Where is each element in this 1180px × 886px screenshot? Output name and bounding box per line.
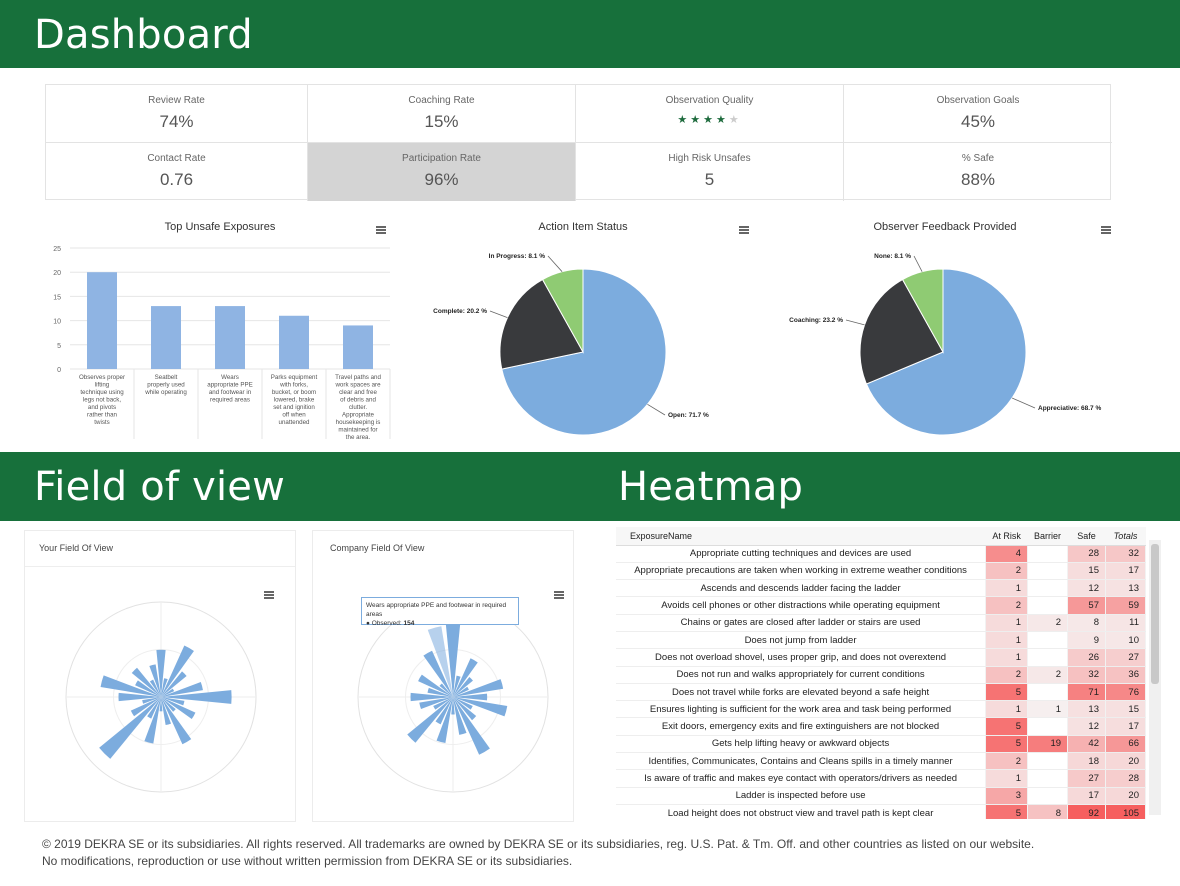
heatmap-cell-total: 15 (1105, 701, 1145, 718)
tooltip-label: ● Observed: (366, 620, 402, 627)
bar (151, 306, 181, 369)
heatmap-cell-barrier (1028, 770, 1068, 787)
dashboard-banner (0, 0, 1180, 68)
tooltip-value: 154 (403, 620, 415, 627)
kpi-value: 0.76 (159, 170, 194, 189)
heatmap-row[interactable] (616, 718, 1146, 735)
kpi-contact-rate[interactable] (46, 143, 308, 201)
pie-label-connector (846, 320, 865, 325)
heatmap-cell-safe: 12 (1068, 718, 1106, 735)
kpi-label: Participation Rate (402, 153, 481, 164)
heatmap-cell-at-risk: 1 (986, 580, 1028, 597)
bar (87, 272, 117, 369)
heatmap-cell-safe: 8 (1068, 614, 1106, 631)
heatmap-row[interactable] (616, 735, 1146, 752)
kpi-label: High Risk Unsafes (668, 153, 751, 164)
heatmap-cell-at-risk: 2 (986, 597, 1028, 614)
heatmap-cell-name: Does not run and walks appropriately for current conditions (616, 666, 986, 683)
divider (25, 566, 295, 567)
star-filled-icon: ★ (690, 114, 704, 126)
heatmap-header-row (616, 527, 1146, 545)
your-fov-title: Your Field Of View (39, 543, 114, 553)
heatmap-row[interactable] (616, 562, 1146, 579)
heatmap-row[interactable] (616, 649, 1146, 666)
heatmap-cell-barrier (1028, 545, 1068, 562)
heatmap-row[interactable] (616, 753, 1146, 770)
kpi-label: Observation Quality (665, 95, 754, 106)
pie-data-label: Appreciative: 68.7 % (1038, 405, 1102, 412)
heatmap-cell-total: 105 (1105, 804, 1145, 819)
heatmap-cell-name: Identifies, Communicates, Contains and Cleans spills in a timely manner (616, 753, 986, 770)
heatmap-table-container (616, 527, 1146, 819)
x-tick-label: Seatbelt properly used while operating (145, 374, 187, 396)
col-at-risk[interactable]: At Risk (986, 527, 1028, 545)
heatmap-cell-barrier (1028, 718, 1068, 735)
heatmap-cell-safe: 32 (1068, 666, 1106, 683)
heatmap-cell-safe: 15 (1068, 562, 1106, 579)
col-barrier[interactable]: Barrier (1028, 527, 1068, 545)
pie-label-connector (1012, 398, 1035, 408)
heatmap-cell-safe: 26 (1068, 649, 1106, 666)
heatmap-row[interactable] (616, 666, 1146, 683)
kpi-label: Observation Goals (936, 95, 1020, 106)
heatmap-cell-safe: 71 (1068, 683, 1106, 700)
heatmap-cell-safe: 27 (1068, 770, 1106, 787)
heatmap-cell-name: Ladder is inspected before use (616, 787, 986, 804)
col-totals[interactable]: Totals (1105, 527, 1145, 545)
heatmap-cell-total: 11 (1105, 614, 1145, 631)
kpi-observation-quality[interactable] (576, 85, 844, 143)
top-unsafe-exposures-chart (45, 236, 395, 448)
heatmap-table (616, 527, 1146, 819)
heatmap-cell-name: Does not travel while forks are elevated beyond a safe height (616, 683, 986, 700)
kpi-participation-rate[interactable] (308, 143, 576, 201)
hamburger-menu-icon[interactable] (264, 591, 274, 599)
pie-label-connector (914, 256, 922, 272)
kpi-observation-goals[interactable] (844, 85, 1112, 143)
heatmap-cell-barrier: 1 (1028, 701, 1068, 718)
y-tick-label: 10 (53, 318, 61, 326)
heatmap-cell-total: 17 (1105, 562, 1145, 579)
heatmap-cell-name: Appropriate precautions are taken when working in extreme weather conditions (616, 562, 986, 579)
heatmap-cell-barrier (1028, 649, 1068, 666)
heatmap-cell-barrier: 2 (1028, 614, 1068, 631)
heatmap-cell-barrier (1028, 562, 1068, 579)
heatmap-cell-barrier (1028, 683, 1068, 700)
heatmap-row[interactable] (616, 770, 1146, 787)
pie-label-connector (490, 311, 507, 318)
heatmap-cell-total: 13 (1105, 580, 1145, 597)
company-field-of-view-panel (312, 530, 574, 822)
dashboard-title: Dashboard (34, 12, 253, 58)
field-of-view-title: Field of view (34, 464, 286, 510)
star-empty-icon: ★ (728, 114, 742, 126)
heatmap-cell-name: Ensures lighting is sufficient for the work area and task being performed (616, 701, 986, 718)
heatmap-cell-name: Does not overload shovel, uses proper grip, and does not overextend (616, 649, 986, 666)
heatmap-row[interactable] (616, 804, 1146, 819)
heatmap-cell-safe: 18 (1068, 753, 1106, 770)
kpi-value: 5 (704, 170, 715, 189)
star-filled-icon: ★ (715, 114, 729, 126)
bar (343, 325, 373, 369)
heatmap-cell-at-risk: 3 (986, 787, 1028, 804)
heatmap-body (616, 545, 1146, 819)
heatmap-cell-safe: 17 (1068, 787, 1106, 804)
footer-line1: © 2019 DEKRA SE or its subsidiaries. All rights reserved. All trademarks are owned by DEKRA SE or its subsidiaries, reg. U.S. Pat. & Tm. Off. and other countries as listed on our website. (42, 837, 1035, 851)
hamburger-menu-icon[interactable] (554, 591, 564, 599)
heatmap-cell-safe: 9 (1068, 631, 1106, 648)
heatmap-row[interactable] (616, 597, 1146, 614)
heatmap-row[interactable] (616, 614, 1146, 631)
action-item-status-chart (420, 236, 760, 446)
heatmap-cell-total: 76 (1105, 683, 1145, 700)
heatmap-cell-total: 32 (1105, 545, 1145, 562)
heatmap-cell-total: 59 (1105, 597, 1145, 614)
heatmap-cell-barrier: 19 (1028, 735, 1068, 752)
heatmap-cell-name: Is aware of traffic and makes eye contact with operators/drivers as needed (616, 770, 986, 787)
copyright-footer (42, 836, 1034, 870)
pie-label-connector (647, 404, 665, 415)
heatmap-cell-at-risk: 5 (986, 735, 1028, 752)
hamburger-menu-icon[interactable] (376, 226, 386, 234)
tooltip-line1: Wears appropriate PPE and footwear in required areas (366, 602, 507, 618)
heatmap-cell-safe: 28 (1068, 545, 1106, 562)
heatmap-cell-total: 10 (1105, 631, 1145, 648)
heatmap-cell-name: Exit doors, emergency exits and fire extinguishers are not blocked (616, 718, 986, 735)
kpi-coaching-rate[interactable] (308, 85, 576, 143)
your-fov-polar-chart (61, 597, 261, 797)
pie-data-label: Complete: 20.2 % (433, 308, 487, 315)
heatmap-row[interactable] (616, 631, 1146, 648)
kpi-label: Contact Rate (147, 153, 206, 164)
section-banner (0, 452, 1180, 521)
heatmap-title: Heatmap (618, 464, 804, 510)
heatmap-cell-at-risk: 2 (986, 753, 1028, 770)
heatmap-cell-total: 66 (1105, 735, 1145, 752)
hamburger-menu-icon[interactable] (1101, 226, 1111, 234)
footer-line2: No modifications, reproduction or use without written permission from DEKRA SE or its subsidiaries. (42, 854, 573, 868)
heatmap-cell-name: Appropriate cutting techniques and devices are used (616, 545, 986, 562)
y-tick-label: 0 (57, 367, 61, 374)
bar (279, 316, 309, 369)
x-tick-label: Wears appropriate PPE and footwear in required areas (207, 374, 253, 404)
kpi-value: 15% (424, 112, 459, 131)
heatmap-cell-barrier (1028, 597, 1068, 614)
heatmap-cell-at-risk: 4 (986, 545, 1028, 562)
pie-chart-1-title: Action Item Status (538, 221, 628, 233)
pie-data-label: Open: 71.7 % (668, 412, 709, 419)
heatmap-cell-safe: 12 (1068, 580, 1106, 597)
heatmap-cell-barrier (1028, 787, 1068, 804)
heatmap-cell-at-risk: 1 (986, 701, 1028, 718)
pie-label-connector (548, 256, 562, 272)
kpi-label: Coaching Rate (408, 95, 475, 106)
col-exposure-name[interactable]: ExposureName (616, 527, 986, 545)
heatmap-cell-total: 27 (1105, 649, 1145, 666)
kpi-value: 88% (960, 170, 996, 189)
kpi-high-risk-unsafes[interactable] (576, 143, 844, 201)
y-tick-label: 5 (57, 342, 61, 350)
company-fov-title: Company Field Of View (330, 543, 425, 553)
kpi-grid (45, 84, 1111, 200)
heatmap-row[interactable] (616, 580, 1146, 597)
heatmap-cell-safe: 57 (1068, 597, 1106, 614)
x-tick-label: Travel paths and work spaces are clear and free of debris and clutter. Appropriate housekeeping is maintained for the area. (335, 374, 381, 441)
y-tick-label: 25 (53, 246, 61, 253)
heatmap-cell-safe: 92 (1068, 804, 1106, 819)
star-rating (576, 113, 843, 126)
heatmap-cell-total: 28 (1105, 770, 1145, 787)
kpi-value: 74% (159, 112, 194, 131)
your-field-of-view-panel (24, 530, 296, 822)
kpi-label: % Safe (961, 153, 995, 164)
heatmap-cell-name: Gets help lifting heavy or awkward objects (616, 735, 986, 752)
heatmap-cell-total: 36 (1105, 666, 1145, 683)
heatmap-cell-safe: 42 (1068, 735, 1106, 752)
heatmap-cell-at-risk: 1 (986, 631, 1028, 648)
heatmap-row[interactable] (616, 545, 1146, 562)
heatmap-cell-barrier (1028, 631, 1068, 648)
pie-data-label: In Progress: 8.1 % (488, 253, 545, 260)
heatmap-cell-at-risk: 1 (986, 614, 1028, 631)
heatmap-cell-total: 20 (1105, 787, 1145, 804)
heatmap-scrollbar[interactable] (1149, 540, 1161, 815)
hamburger-menu-icon[interactable] (739, 226, 749, 234)
pie-data-label: Coaching: 23.2 % (789, 317, 843, 324)
x-tick-label: Parks equipment with forks, bucket, or boom lowered, brake set and ignition off when unattended (270, 374, 318, 426)
heatmap-cell-barrier (1028, 753, 1068, 770)
heatmap-cell-safe: 13 (1068, 701, 1106, 718)
pie-data-label: None: 8.1 % (874, 253, 911, 260)
tooltip-line2 (366, 619, 514, 628)
heatmap-cell-barrier: 8 (1028, 804, 1068, 819)
heatmap-row[interactable] (616, 701, 1146, 718)
heatmap-cell-at-risk: 1 (986, 649, 1028, 666)
heatmap-cell-at-risk: 5 (986, 683, 1028, 700)
heatmap-row[interactable] (616, 787, 1146, 804)
heatmap-cell-name: Avoids cell phones or other distractions while operating equipment (616, 597, 986, 614)
heatmap-cell-barrier (1028, 580, 1068, 597)
kpi-value: 45% (960, 112, 996, 131)
y-tick-label: 15 (53, 294, 61, 302)
heatmap-cell-barrier: 2 (1028, 666, 1068, 683)
heatmap-cell-at-risk: 5 (986, 718, 1028, 735)
heatmap-cell-name: Does not jump from ladder (616, 631, 986, 648)
heatmap-cell-name: Ascends and descends ladder facing the ladder (616, 580, 986, 597)
scrollbar-thumb[interactable] (1151, 544, 1159, 684)
star-filled-icon: ★ (703, 114, 716, 126)
kpi-percent-safe[interactable] (844, 143, 1112, 201)
star-filled-icon: ★ (677, 114, 691, 126)
kpi-label: Review Rate (148, 95, 205, 106)
kpi-review-rate[interactable] (46, 85, 308, 143)
heatmap-cell-total: 20 (1105, 753, 1145, 770)
bar-chart-title: Top Unsafe Exposures (164, 221, 276, 233)
heatmap-cell-at-risk: 1 (986, 770, 1028, 787)
bar (215, 306, 245, 369)
heatmap-cell-name: Chains or gates are closed after ladder or stairs are used (616, 614, 986, 631)
heatmap-cell-at-risk: 2 (986, 562, 1028, 579)
col-safe[interactable]: Safe (1068, 527, 1106, 545)
kpi-value: 96% (424, 170, 459, 189)
observer-feedback-chart (780, 236, 1140, 446)
heatmap-cell-total: 17 (1105, 718, 1145, 735)
heatmap-cell-name: Load height does not obstruct view and travel path is kept clear (616, 804, 986, 819)
chart-tooltip (361, 597, 519, 625)
pie-chart-2-title: Observer Feedback Provided (873, 221, 1017, 233)
heatmap-row[interactable] (616, 683, 1146, 700)
heatmap-cell-at-risk: 5 (986, 804, 1028, 819)
y-tick-label: 20 (53, 270, 61, 278)
heatmap-cell-at-risk: 2 (986, 666, 1028, 683)
x-tick-label: Observes proper lifting technique using legs not back, and pivots rather than twists (78, 374, 126, 426)
